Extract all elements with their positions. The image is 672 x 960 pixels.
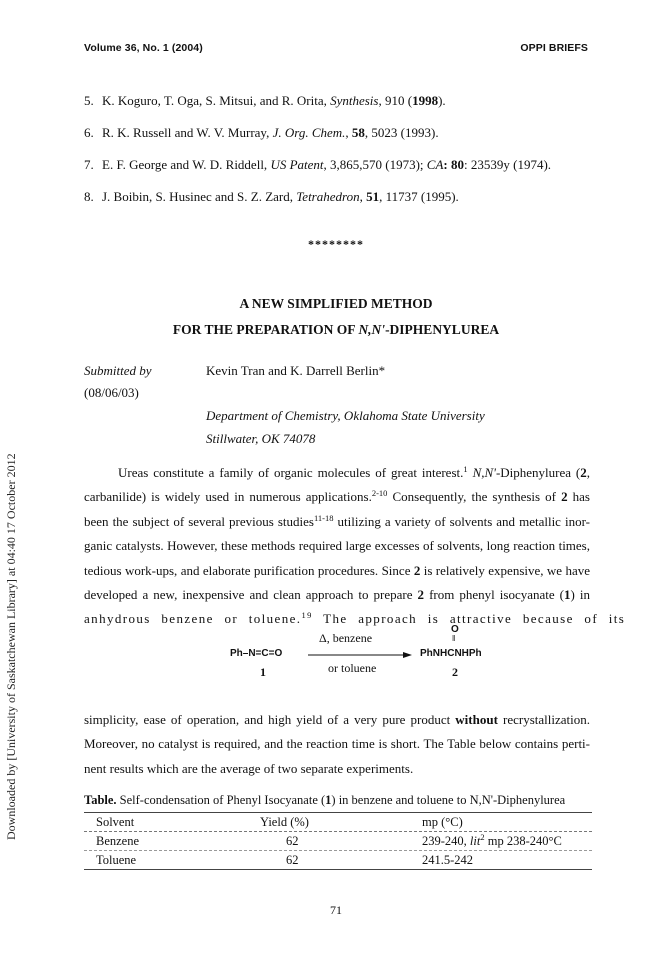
text-line: nent results which are the average of two separate experiments. bbox=[84, 760, 414, 776]
reference-item: 8. J. Boibin, S. Husinec and S. Z. Zard, Tetrahedron, 51, 11737 (1995). bbox=[84, 189, 459, 204]
submitted-label: Submitted by bbox=[84, 363, 152, 378]
affiliation-city: Stillwater, OK 74078 bbox=[206, 431, 316, 446]
submitted-date: (08/06/03) bbox=[84, 385, 139, 400]
reference-item: 5. K. Koguro, T. Oga, S. Mitsui, and R. Orita, Synthesis, 910 (1998). bbox=[84, 93, 446, 108]
reaction-scheme bbox=[196, 624, 516, 688]
cell-mp: 241.5-242 bbox=[422, 853, 474, 867]
reference-item: 6. R. K. Russell and W. V. Murray, J. Org. Chem., 58, 5023 (1993). bbox=[84, 125, 439, 140]
text-line: Ureas constitute a family of organic molecules of great interest.$^1$ N,N'-Diphenylurea (2, bbox=[118, 464, 591, 480]
page-number: 71 bbox=[330, 903, 342, 917]
download-sidebar-note: Downloaded by [University of Saskatchewan Library] at 04:40 17 October 2012 bbox=[4, 453, 18, 840]
cell-solvent: Benzene bbox=[96, 834, 140, 848]
running-header-volume: Volume 36, No. 1 (2004) bbox=[84, 42, 203, 54]
reactant-number: 1 bbox=[260, 665, 266, 679]
body-paragraph-results bbox=[84, 708, 590, 781]
table-row bbox=[84, 851, 592, 869]
text-line: anhydrous benzene or toluene.$^{19}$ The approach is attractive because of its bbox=[84, 610, 626, 627]
header-solvent: Solvent bbox=[96, 815, 135, 829]
product-number: 2 bbox=[452, 665, 458, 679]
cell-yield: 62 bbox=[286, 853, 299, 867]
text-line: Moreover, no catalyst is required, and the reaction time is short. The Table below contains perti- bbox=[84, 736, 590, 752]
text-line: developed a new, inexpensive and clean approach to prepare 2 from phenyl isocyanate (1) in bbox=[84, 587, 590, 603]
reactant-formula: Ph–N=C=O bbox=[230, 648, 283, 659]
header-mp: mp (°C) bbox=[422, 815, 463, 829]
running-header-section: OPPI BRIEFS bbox=[520, 42, 588, 54]
table-row bbox=[84, 832, 592, 850]
text-line: tedious work-ups, and elaborate purification procedures. Since 2 is relatively expensive, we have bbox=[84, 562, 590, 578]
product-formula: PhNHCNHPh bbox=[420, 648, 482, 659]
reaction-conditions-below: or toluene bbox=[328, 661, 377, 675]
product-double-bond: ‖ bbox=[452, 634, 456, 643]
product-carbonyl-oxygen: O bbox=[451, 624, 459, 635]
text-line: ganic catalysts. However, these methods required large excesses of solvents, long reaction times, bbox=[84, 538, 590, 554]
cell-yield: 62 bbox=[286, 834, 299, 848]
text-line: simplicity, ease of operation, and high yield of a very pure product without recrystallization. bbox=[84, 712, 590, 727]
article-title-line1: A NEW SIMPLIFIED METHOD bbox=[239, 296, 433, 311]
reaction-arrow bbox=[308, 651, 412, 659]
body-paragraph-intro bbox=[84, 461, 626, 632]
table-header-row bbox=[84, 813, 592, 831]
header-yield: Yield (%) bbox=[260, 815, 309, 829]
article-title-line2: FOR THE PREPARATION OF N,N'-DIPHENYLUREA bbox=[172, 322, 500, 337]
reference-item: 7. E. F. George and W. D. Riddell, US Patent, 3,865,570 (1973); CA: 80: 23539y (1974). bbox=[84, 157, 552, 172]
authors: Kevin Tran and K. Darrell Berlin* bbox=[206, 363, 386, 378]
text-line: been the subject of several previous studies$^{11-18}$ utilizing a variety of solvents and metallic inor- bbox=[84, 512, 590, 529]
cell-solvent: Toluene bbox=[96, 853, 137, 867]
text-line: carbanilide) is widely used in numerous applications.$^{2-10}$ Consequently, the synthesis of 2 has bbox=[84, 488, 590, 505]
results-table bbox=[84, 812, 592, 870]
affiliation-department: Department of Chemistry, Oklahoma State University bbox=[206, 408, 485, 423]
reaction-conditions-above: Δ, benzene bbox=[319, 631, 373, 645]
table-rule-bottom bbox=[84, 869, 592, 870]
cell-mp: 239-240, lit$^2$ mp 238-240°C bbox=[422, 832, 562, 848]
section-separator: ******** bbox=[308, 237, 364, 251]
table-caption: Table. Self-condensation of Phenyl Isocyanate (1) in benzene and toluene to N,N'-Diphenylurea bbox=[84, 793, 566, 807]
